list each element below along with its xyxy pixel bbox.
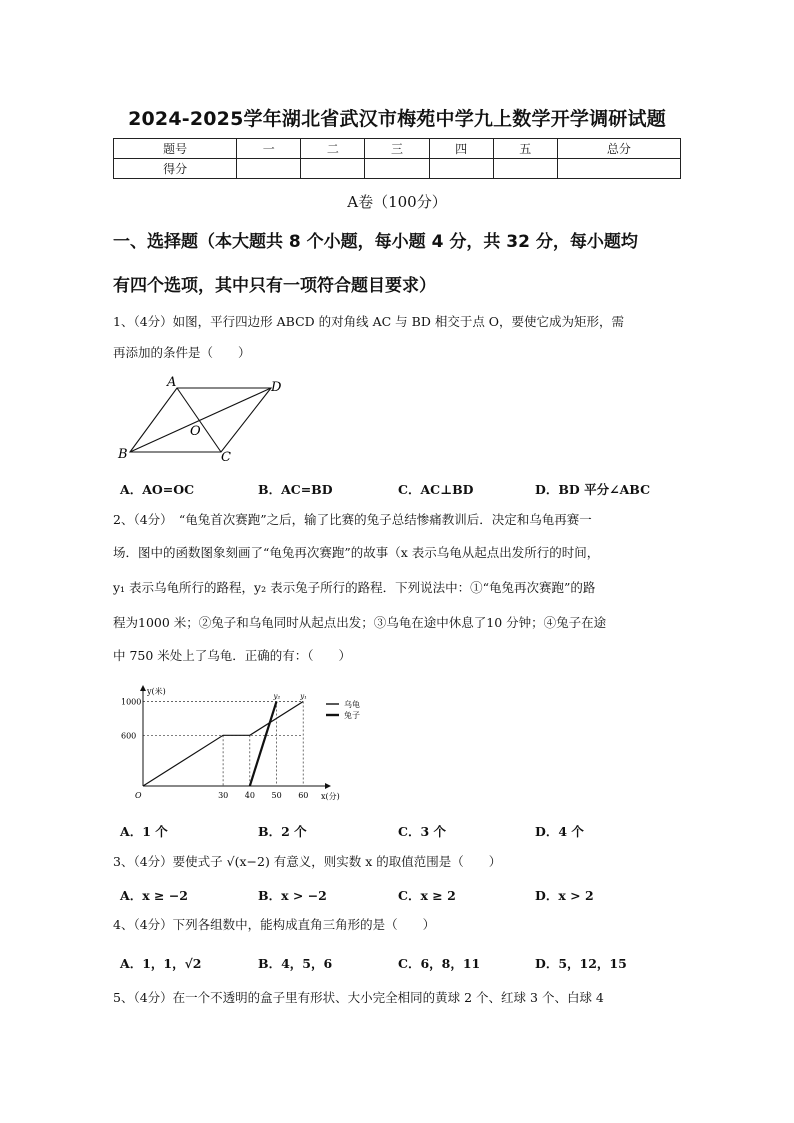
score-input-cell[interactable] [365,159,429,179]
q1-line1: 1、（4分）如图，平行四边形 ABCD 的对角线 AC 与 BD 相交于点 O，要使它成为矩形，需 [113,314,625,329]
q2-option-b[interactable]: B．2 个 [258,824,307,839]
score-input-cell[interactable] [493,159,557,179]
score-table-header-row [114,139,681,159]
section-a-title: A卷（100分） [347,193,447,211]
y-tick-label: 1000 [121,697,142,707]
label-a: A [167,375,177,390]
score-input-cell[interactable] [557,159,680,179]
x-axis-label: x(分) [321,792,340,801]
y-tick-label: 600 [121,731,137,741]
q4-option-a[interactable]: A．1，1，√2 [120,956,202,971]
q3-options [113,886,683,906]
score-header-cell: 三 [365,139,429,159]
diagonal-bd [130,388,271,452]
race-chart [113,682,373,807]
score-row-label: 得分 [114,159,237,179]
series-label-y1: y₁ [300,692,307,701]
y-axis-label: y(米) [147,687,166,696]
q2-line1: 2、（4分） “龟兔首次赛跑”之后，输了比赛的兔子总结惨痛教训后．决定和乌龟再赛一 [113,512,592,527]
q5-text: 5、（4分）在一个不透明的盒子里有形状、大小完全相同的黄球 2 个、红球 3 个、白球 4 [113,990,604,1005]
legend-rabbit: 兔子 [344,711,360,720]
q2-line5: 中 750 米处上了乌龟．正确的有：（ ） [113,648,352,663]
q3-text: 3、（4分）要使式子 √(x−2) 有意义，则实数 x 的取值范围是（ ） [113,854,502,869]
score-header-cell: 四 [429,139,493,159]
label-o: O [190,424,201,439]
q4-options [113,954,683,974]
score-header-cell: 总分 [557,139,680,159]
series-label-y2: y₂ [273,692,281,701]
q2-options [113,822,683,842]
q1-option-a[interactable]: A．AO=OC [120,482,195,497]
x-tick-label: 50 [271,791,282,800]
q1-option-d[interactable]: D．BD 平分∠ABC [535,482,651,497]
legend-tortoise: 乌龟 [344,700,360,709]
score-input-cell[interactable] [301,159,365,179]
label-b: B [118,447,128,462]
q1-options [113,480,683,500]
q2-option-c[interactable]: C．3 个 [398,824,446,839]
part1-heading-line2: 有四个选项，其中只有一项符合题目要求） [113,276,436,296]
q2-option-a[interactable]: A．1 个 [120,824,168,839]
q3-option-b[interactable]: B．x > −2 [258,888,327,903]
diagonal-ac [177,388,221,452]
q4-text: 4、（4分）下列各组数中，能构成直角三角形的是（ ） [113,917,436,932]
q2-line4: 程为1000 米；②兔子和乌龟同时从起点出发；③乌龟在途中休息了10 分钟；④兔子在途 [113,615,607,630]
q1-option-c[interactable]: C．AC⊥BD [398,482,474,497]
q4-option-d[interactable]: D．5，12，15 [535,956,627,971]
q4-option-b[interactable]: B．4，5，6 [258,956,333,971]
q3-option-a[interactable]: A．x ≥ −2 [120,888,188,903]
q3-option-c[interactable]: C．x ≥ 2 [398,888,456,903]
exam-title: 2024-2025学年湖北省武汉市梅苑中学九上数学开学调研试题 [128,108,666,130]
q1-line2: 再添加的条件是（ ） [113,345,251,360]
score-input-cell[interactable] [429,159,493,179]
score-header-cell: 二 [301,139,365,159]
q2-line2: 场．图中的函数图象刻画了“龟兔再次赛跑”的故事（x 表示乌龟从起点出发所行的时间， [113,545,600,560]
score-table [113,138,681,179]
q1-option-b[interactable]: B．AC=BD [258,482,333,497]
score-input-cell[interactable] [237,159,301,179]
q4-option-c[interactable]: C．6，8，11 [398,956,481,971]
x-tick-label: 40 [244,791,255,800]
score-header-cell: 题号 [114,139,237,159]
q2-line3: y₁ 表示乌龟所行的路程，y₂ 表示兔子所行的路程．下列说法中：①“龟兔再次赛跑”的路 [113,580,596,595]
label-d: D [271,380,282,395]
score-header-cell: 五 [493,139,557,159]
score-table-score-row [114,159,681,179]
q3-option-d[interactable]: D．x > 2 [535,888,594,903]
origin-label: O [135,791,142,800]
x-tick-label: 30 [218,791,229,800]
part1-heading-line1: 一、选择题（本大题共 8 个小题，每小题 4 分，共 32 分，每小题均 [113,232,638,252]
parallelogram-figure [113,372,293,464]
q2-option-d[interactable]: D．4 个 [535,824,584,839]
label-c: C [221,450,231,464]
x-tick-label: 60 [298,791,309,800]
score-header-cell: 一 [237,139,301,159]
series-rabbit-line [250,702,277,787]
